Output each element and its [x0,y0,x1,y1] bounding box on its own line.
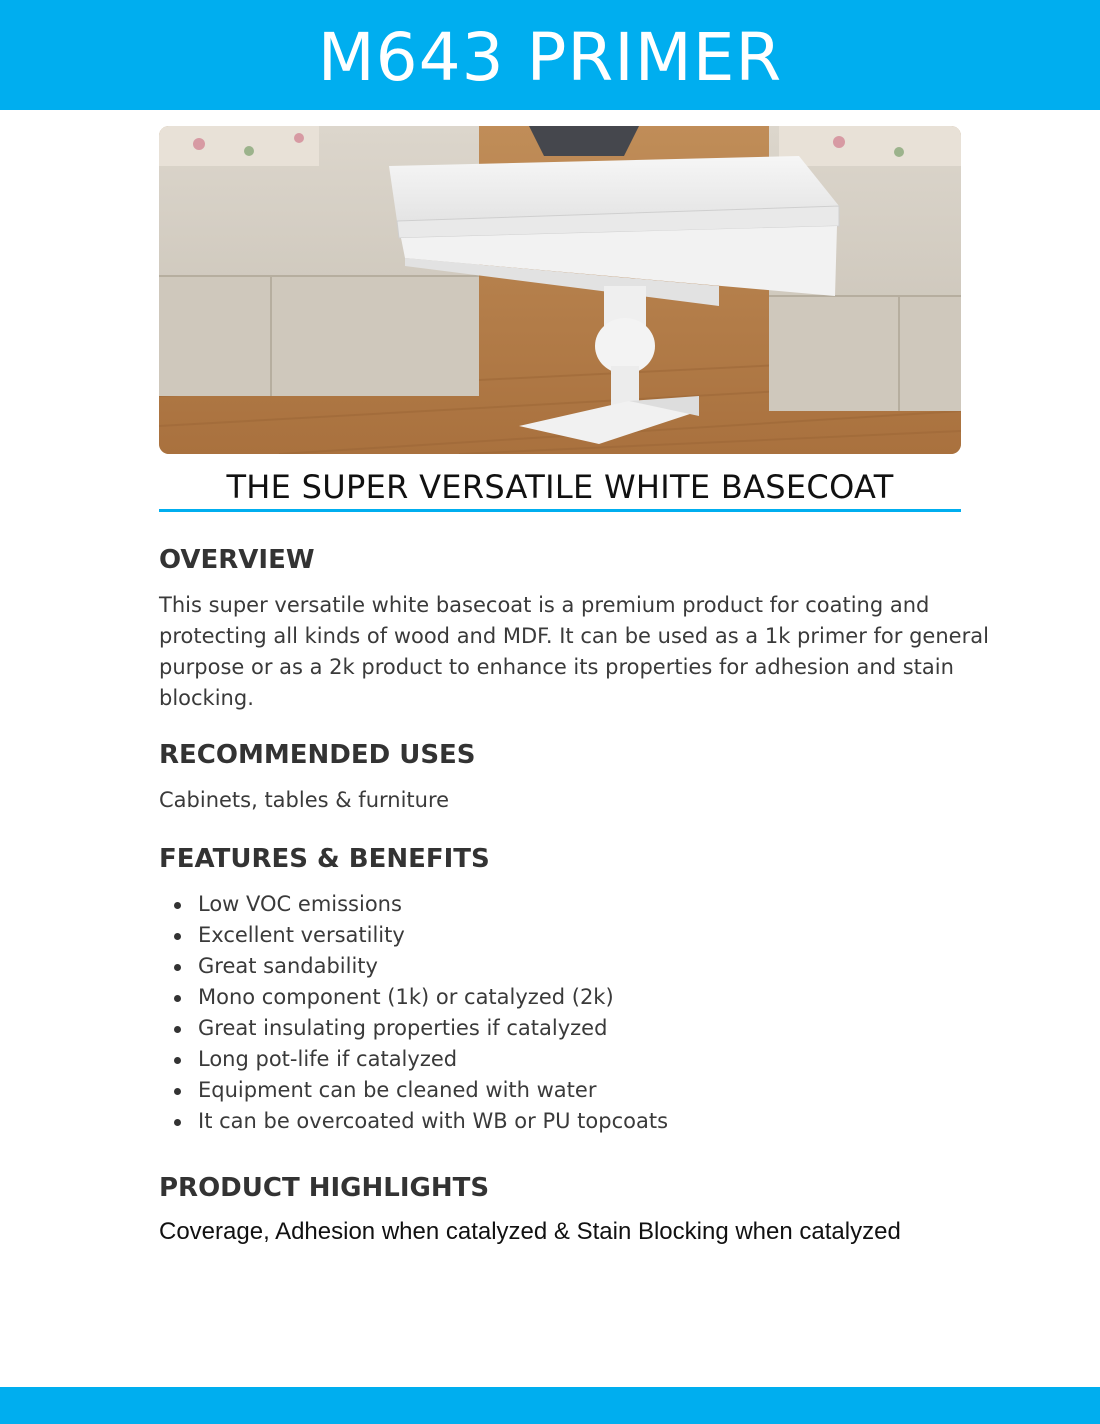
features-heading: FEATURES & BENEFITS [159,844,490,874]
subtitle: THE SUPER VERSATILE WHITE BASECOAT [226,468,894,506]
list-item: It can be overcoated with WB or PU topcoats [159,1106,668,1137]
features-list [159,889,668,1137]
list-item: Equipment can be cleaned with water [159,1075,668,1106]
list-item: Great sandability [159,951,668,982]
list-item: Great insulating properties if catalyzed [159,1013,668,1044]
list-item: Low VOC emissions [159,889,668,920]
list-item: Mono component (1k) or catalyzed (2k) [159,982,668,1013]
page-title: M643 PRIMER [317,18,783,96]
highlights-heading: PRODUCT HIGHLIGHTS [159,1173,490,1203]
list-item: Excellent versatility [159,920,668,951]
list-item: Long pot-life if catalyzed [159,1044,668,1075]
footer-bar [0,1387,1100,1424]
subtitle-divider [159,509,961,512]
overview-text: This super versatile white basecoat is a premium product for coating and protecting all kinds of wood and MDF. It can be used as a 1k primer for general purpose or as a 2k product to enhance its properties for adhesion and stain blocking. [159,593,989,710]
product-photo [159,126,961,454]
overview-heading: OVERVIEW [159,545,315,575]
header-bar [0,0,1100,110]
highlights-text: Coverage, Adhesion when catalyzed & Stain Blocking when catalyzed [159,1218,901,1245]
recommended-uses-heading: RECOMMENDED USES [159,740,476,770]
recommended-uses-text: Cabinets, tables & furniture [159,788,450,812]
